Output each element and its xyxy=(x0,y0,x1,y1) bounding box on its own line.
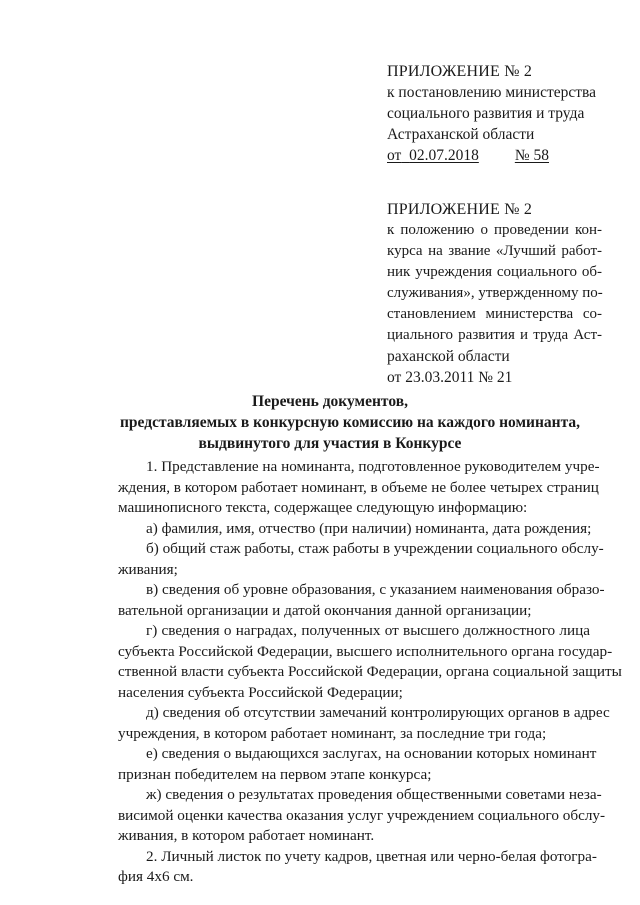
body-line: фия 4х6 см. xyxy=(118,868,194,885)
body-line: населения субъекта Российской Федерации; xyxy=(118,683,403,701)
body-line: живания, в котором работает номинант. xyxy=(118,827,375,844)
date-prefix: от xyxy=(387,147,402,164)
decree-date: 02.07.2018 xyxy=(409,147,479,164)
appendix-2-line: курса на звание «Лучший работ- xyxy=(387,243,602,259)
appendix-1-date-row xyxy=(387,145,602,166)
body-line: г) сведения о наградах, полученных от высшего должностного лица xyxy=(146,622,590,639)
body-line: машинописного текста, содержащее следующую информацию: xyxy=(118,499,528,516)
document-heading xyxy=(120,391,581,454)
decree-number: № 58 xyxy=(514,147,549,164)
appendix-2-line: становлением министерства со- xyxy=(387,306,602,322)
appendix-2-block xyxy=(387,199,602,388)
appendix-1-line: Астраханской области xyxy=(387,126,535,143)
heading-line: представляемых в конкурсную комиссию на каждого номинанта, xyxy=(120,414,581,431)
body-line: признан победителем на первом этапе конкурса; xyxy=(118,765,432,783)
body-line: в) сведения об уровне образования, с указанием наименования образо- xyxy=(146,581,605,598)
appendix-1-line: к постановлению министерства xyxy=(387,84,597,101)
document-body xyxy=(118,457,622,888)
body-line: 2. Личный листок по учету кадров, цветная или черно-белая фотогра- xyxy=(146,847,597,865)
appendix-2-line: циального развития и труда Аст- xyxy=(387,327,602,343)
body-line: б) общий стаж работы, стаж работы в учреждении социального обслу- xyxy=(146,540,604,557)
appendix-2-line: ник учреждения социального об- xyxy=(387,264,602,280)
appendix-2-line: раханской области xyxy=(387,348,510,365)
body-line: вательной организации и датой окончания данной организации; xyxy=(118,601,532,619)
appendix-2-line: к положению о проведении кон- xyxy=(387,222,602,238)
appendix-1-block xyxy=(387,61,602,166)
body-line: ственной власти субъекта Российской Федерации, органа социальной защиты xyxy=(118,663,622,680)
appendix-2-line: от 23.03.2011 № 21 xyxy=(387,369,513,386)
body-line: 1. Представление на номинанта, подготовленное руководителем учре- xyxy=(146,458,600,475)
appendix-2-line: служивания», утвержденному по- xyxy=(387,285,603,301)
heading-line: выдвинутого для участия в Конкурсе xyxy=(198,435,462,452)
body-line: живания; xyxy=(118,560,178,578)
body-line: субъекта Российской Федерации, высшего исполнительного органа государ- xyxy=(118,642,613,660)
body-line: д) сведения об отсутствии замечаний контролирующих органов в адрес xyxy=(146,704,610,721)
appendix-2-title: ПРИЛОЖЕНИЕ № 2 xyxy=(387,201,533,218)
appendix-1-title: ПРИЛОЖЕНИЕ № 2 xyxy=(387,63,533,80)
body-line: а) фамилия, имя, отчество (при наличии) номинанта, дата рождения; xyxy=(146,519,592,537)
body-line: е) сведения о выдающихся заслугах, на основании которых номинант xyxy=(146,745,597,762)
body-line: ждения, в котором работает номинант, в объеме не более четырех страниц xyxy=(118,478,599,496)
body-line: ж) сведения о результатах проведения общественными советами неза- xyxy=(146,786,602,803)
appendix-1-line: социального развития и труда xyxy=(387,105,585,122)
heading-line: Перечень документов, xyxy=(252,393,408,410)
body-line: висимой оценки качества оказания услуг учреждением социального обслу- xyxy=(118,806,606,824)
body-line: учреждения, в котором работает номинант, за последние три года; xyxy=(118,724,547,742)
